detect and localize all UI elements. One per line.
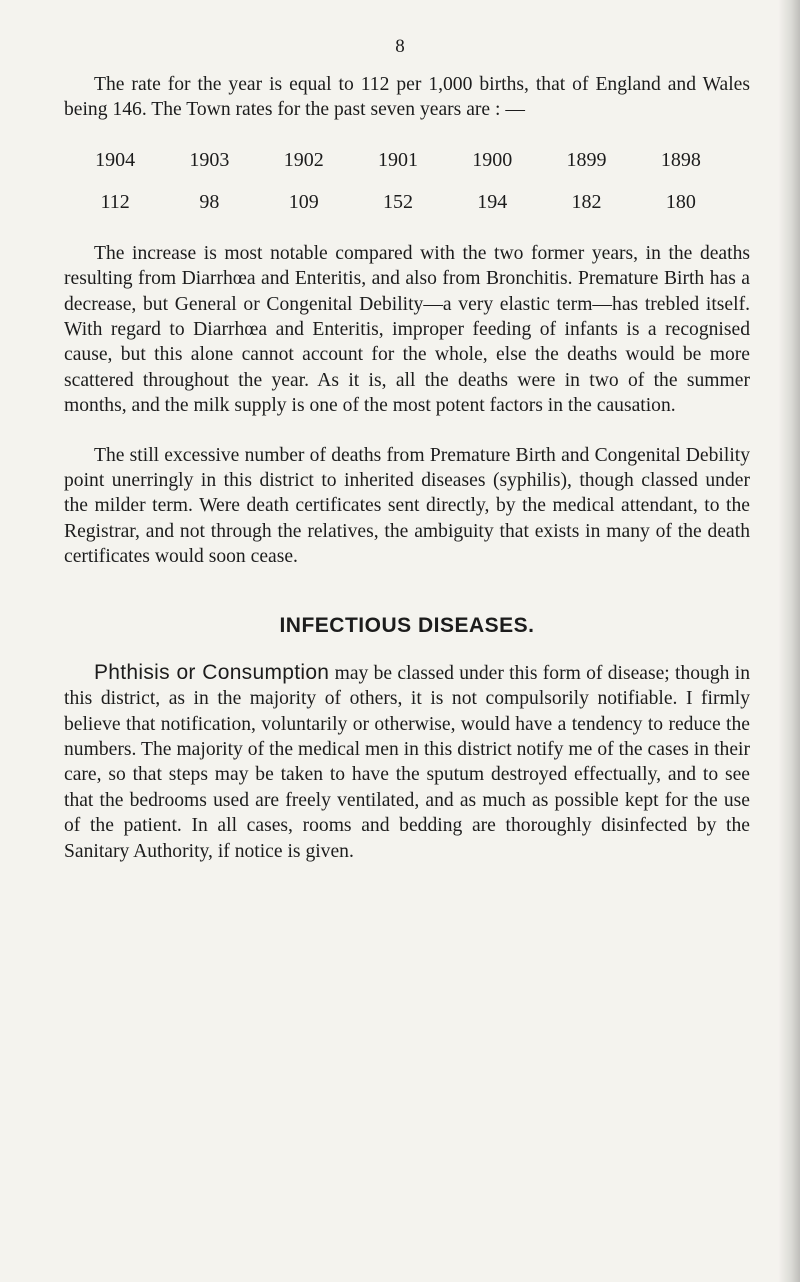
phthisis-text: may be classed under this form of disease; though in this district, as in the majority of others, it is not compulsorily notifiable. I firmly believe that notification, voluntarily or otherwise, would have a tendency to reduce the numbers. The majority of the medical men in this district notify me of the cases in their care, so that steps may be taken to have the sputum destroyed effectually, and to see that the bedrooms used are freely ventilated, and as much as possible kept for the use of the patient. In all cases, rooms and bedding are thoroughly disinfected by the Sanitary Authority, if notice is given. <box>64 662 750 862</box>
increase-paragraph: The increase is most notable compared with the two former years, in the deaths resulting from Diarrhœa and Enteritis, and also from Bronchitis. Premature Birth has a decrease, but General or Congenital Debility—a very elastic term—has trebled itself. With regard to Diarrhœa and Enteritis, improper feeding of infants is a recognised cause, but this alone cannot account for the whole, else the deaths would be more scattered throughout the year. As it is, all the deaths were in two of the summer months, and the milk supply is one of the most potent factors in the causation. <box>64 242 750 417</box>
rate-cell: 109 <box>288 191 319 214</box>
rates-row <box>68 181 728 225</box>
year-cell: 1902 <box>283 149 324 172</box>
infant-mortality-rates-table <box>68 141 728 225</box>
section-heading: INFECTIOUS DISEASES. <box>279 613 535 637</box>
rate-cell: 194 <box>477 191 508 214</box>
phthisis-lead-term: Phthisis or Consumption <box>94 660 330 684</box>
page-edge-shadow <box>778 0 800 1282</box>
year-cell: 1904 <box>95 149 136 172</box>
year-cell: 1903 <box>189 149 230 172</box>
premature-birth-paragraph: The still excessive number of deaths from Premature Birth and Congenital Debility point unerringly in this district to inherited diseases (syphilis), though classed under the milder term. Were death certificates sent directly, by the medical attendant, to the Registrar, and not through the relatives, the ambiguity that exists in many of the death certificates would soon cease. <box>64 444 750 568</box>
year-cell: 1900 <box>472 149 513 172</box>
rate-cell: 180 <box>665 191 696 214</box>
phthisis-paragraph <box>64 660 750 864</box>
intro-paragraph: The rate for the year is equal to 112 per 1,000 births, that of England and Wales being 146. The Town rates for the past seven years are : — <box>64 74 750 121</box>
years-row <box>68 141 728 181</box>
year-cell: 1898 <box>660 149 701 172</box>
rate-cell: 152 <box>382 191 413 214</box>
rate-cell: 182 <box>571 191 602 214</box>
page-number: 8 <box>395 36 405 57</box>
year-cell: 1899 <box>566 149 607 172</box>
page-content <box>64 72 750 864</box>
rate-cell: 112 <box>100 191 130 214</box>
year-cell: 1901 <box>377 149 418 172</box>
rate-cell: 98 <box>199 191 220 214</box>
